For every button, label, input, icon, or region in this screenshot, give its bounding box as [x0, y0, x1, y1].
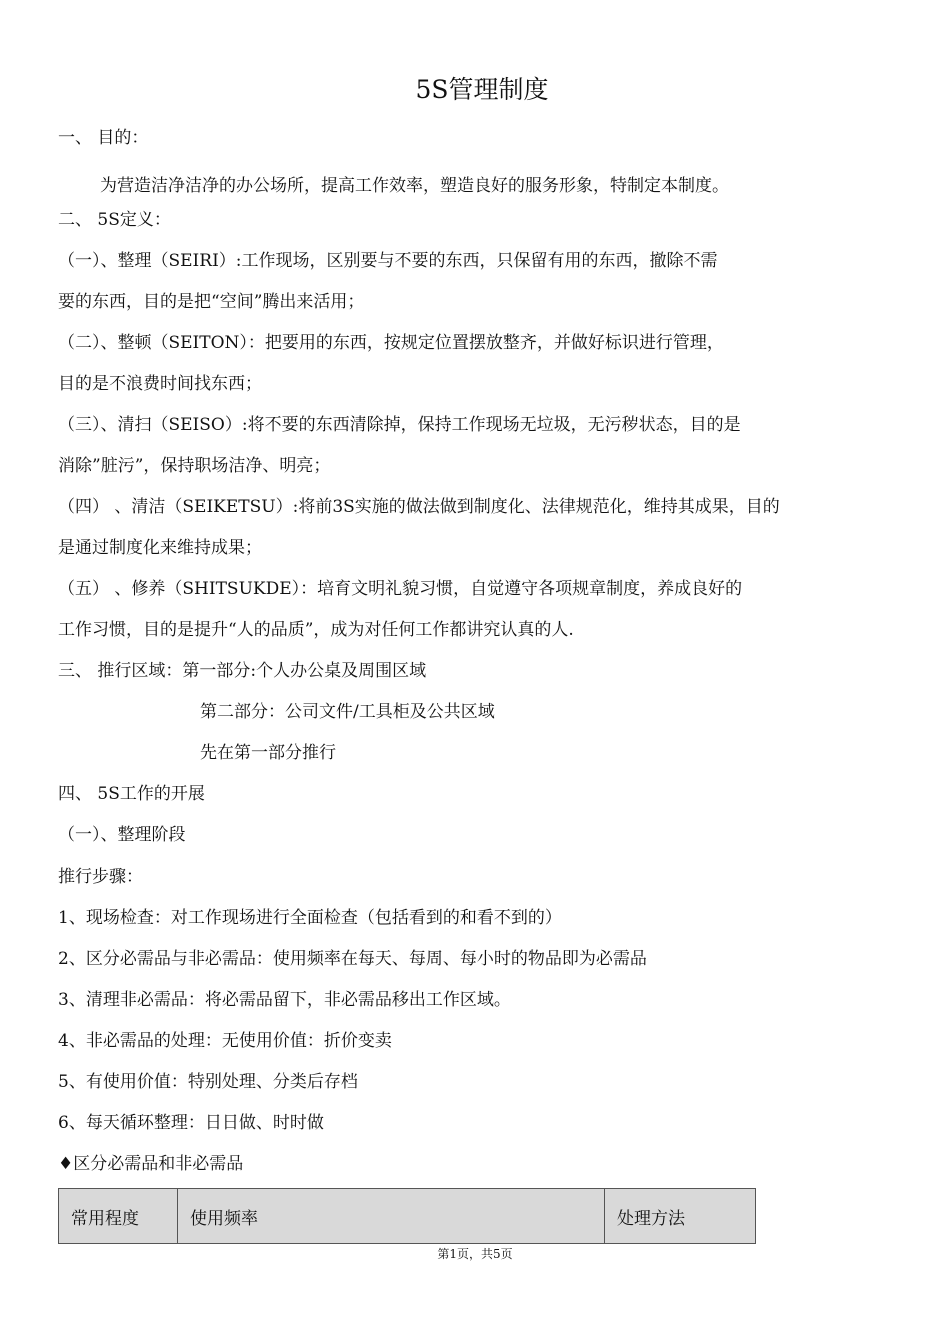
- step-6: 6、每天循环整理：日日做、时时做: [58, 1113, 324, 1133]
- section-heading-area: 三、 推行区域：第一部分:个人办公桌及周围区域: [58, 661, 427, 681]
- table-header-row: [59, 1189, 756, 1244]
- page-footer: 第1页，共5页: [437, 1247, 513, 1261]
- section-heading-definition: 二、 5S定义：: [58, 210, 171, 230]
- section-heading-purpose: 一、 目的：: [58, 128, 149, 148]
- section-heading-implementation: 四、 5S工作的开展: [58, 784, 205, 804]
- document-title: 5S管理制度: [415, 75, 549, 104]
- area-first-note: 先在第一部分推行: [200, 743, 336, 763]
- header-handling-method: 处理方法: [605, 1189, 756, 1244]
- definition-seiso: （三）、清扫（SEISO）:将不要的东西清除掉，保持工作现场无垃圾，无污秽状态，目的是: [58, 415, 741, 435]
- definition-seiri-cont: 要的东西，目的是把“空间”腾出来活用；: [58, 292, 365, 312]
- step-3: 3、清理非必需品：将必需品留下，非必需品移出工作区域。: [58, 990, 511, 1010]
- subsection-sorting: （一）、整理阶段: [58, 825, 186, 845]
- step-1: 1、现场检查：对工作现场进行全面检查（包括看到的和看不到的）: [58, 908, 562, 928]
- definition-seiton: （二）、整顿（SEITON）：把要用的东西，按规定位置摆放整齐，并做好标识进行管理，: [58, 333, 724, 353]
- area-part-two: 第二部分：公司文件/工具柜及公共区域: [200, 702, 495, 722]
- classification-table: [58, 1188, 756, 1244]
- steps-label: 推行步骤：: [58, 867, 143, 887]
- definition-shitsuke: （五） 、修养（SHITSUKDE）：培育文明礼貌习惯，自觉遵守各项规章制度，养成良好的: [58, 579, 743, 599]
- table-caption: ♦区分必需品和非必需品: [58, 1154, 244, 1174]
- header-usage-frequency: 使用频率: [178, 1189, 605, 1244]
- definition-seiri: （一）、整理（SEIRI）:工作现场，区别要与不要的东西，只保留有用的东西，撤除不需: [58, 251, 718, 271]
- step-4: 4、非必需品的处理：无使用价值：折价变卖: [58, 1031, 392, 1051]
- definition-seiketsu: （四） 、清洁（SEIKETSU）:将前3S实施的做法做到制度化、法律规范化，维持其成果，目的: [58, 497, 780, 517]
- definition-seiton-cont: 目的是不浪费时间找东西；: [58, 374, 262, 394]
- definition-seiso-cont: 消除”脏污”，保持职场洁净、明亮；: [58, 456, 331, 476]
- step-2: 2、区分必需品与非必需品：使用频率在每天、每周、每小时的物品即为必需品: [58, 949, 647, 969]
- paragraph-purpose: 为营造洁净洁净的办公场所，提高工作效率，塑造良好的服务形象，特制定本制度。: [100, 176, 729, 196]
- definition-seiketsu-cont: 是通过制度化来维持成果；: [58, 538, 262, 558]
- header-frequency-level: 常用程度: [59, 1189, 178, 1244]
- step-5: 5、有使用价值：特别处理、分类后存档: [58, 1072, 358, 1092]
- definition-shitsuke-cont: 工作习惯，目的是提升“人的品质”，成为对任何工作都讲究认真的人.: [58, 620, 574, 640]
